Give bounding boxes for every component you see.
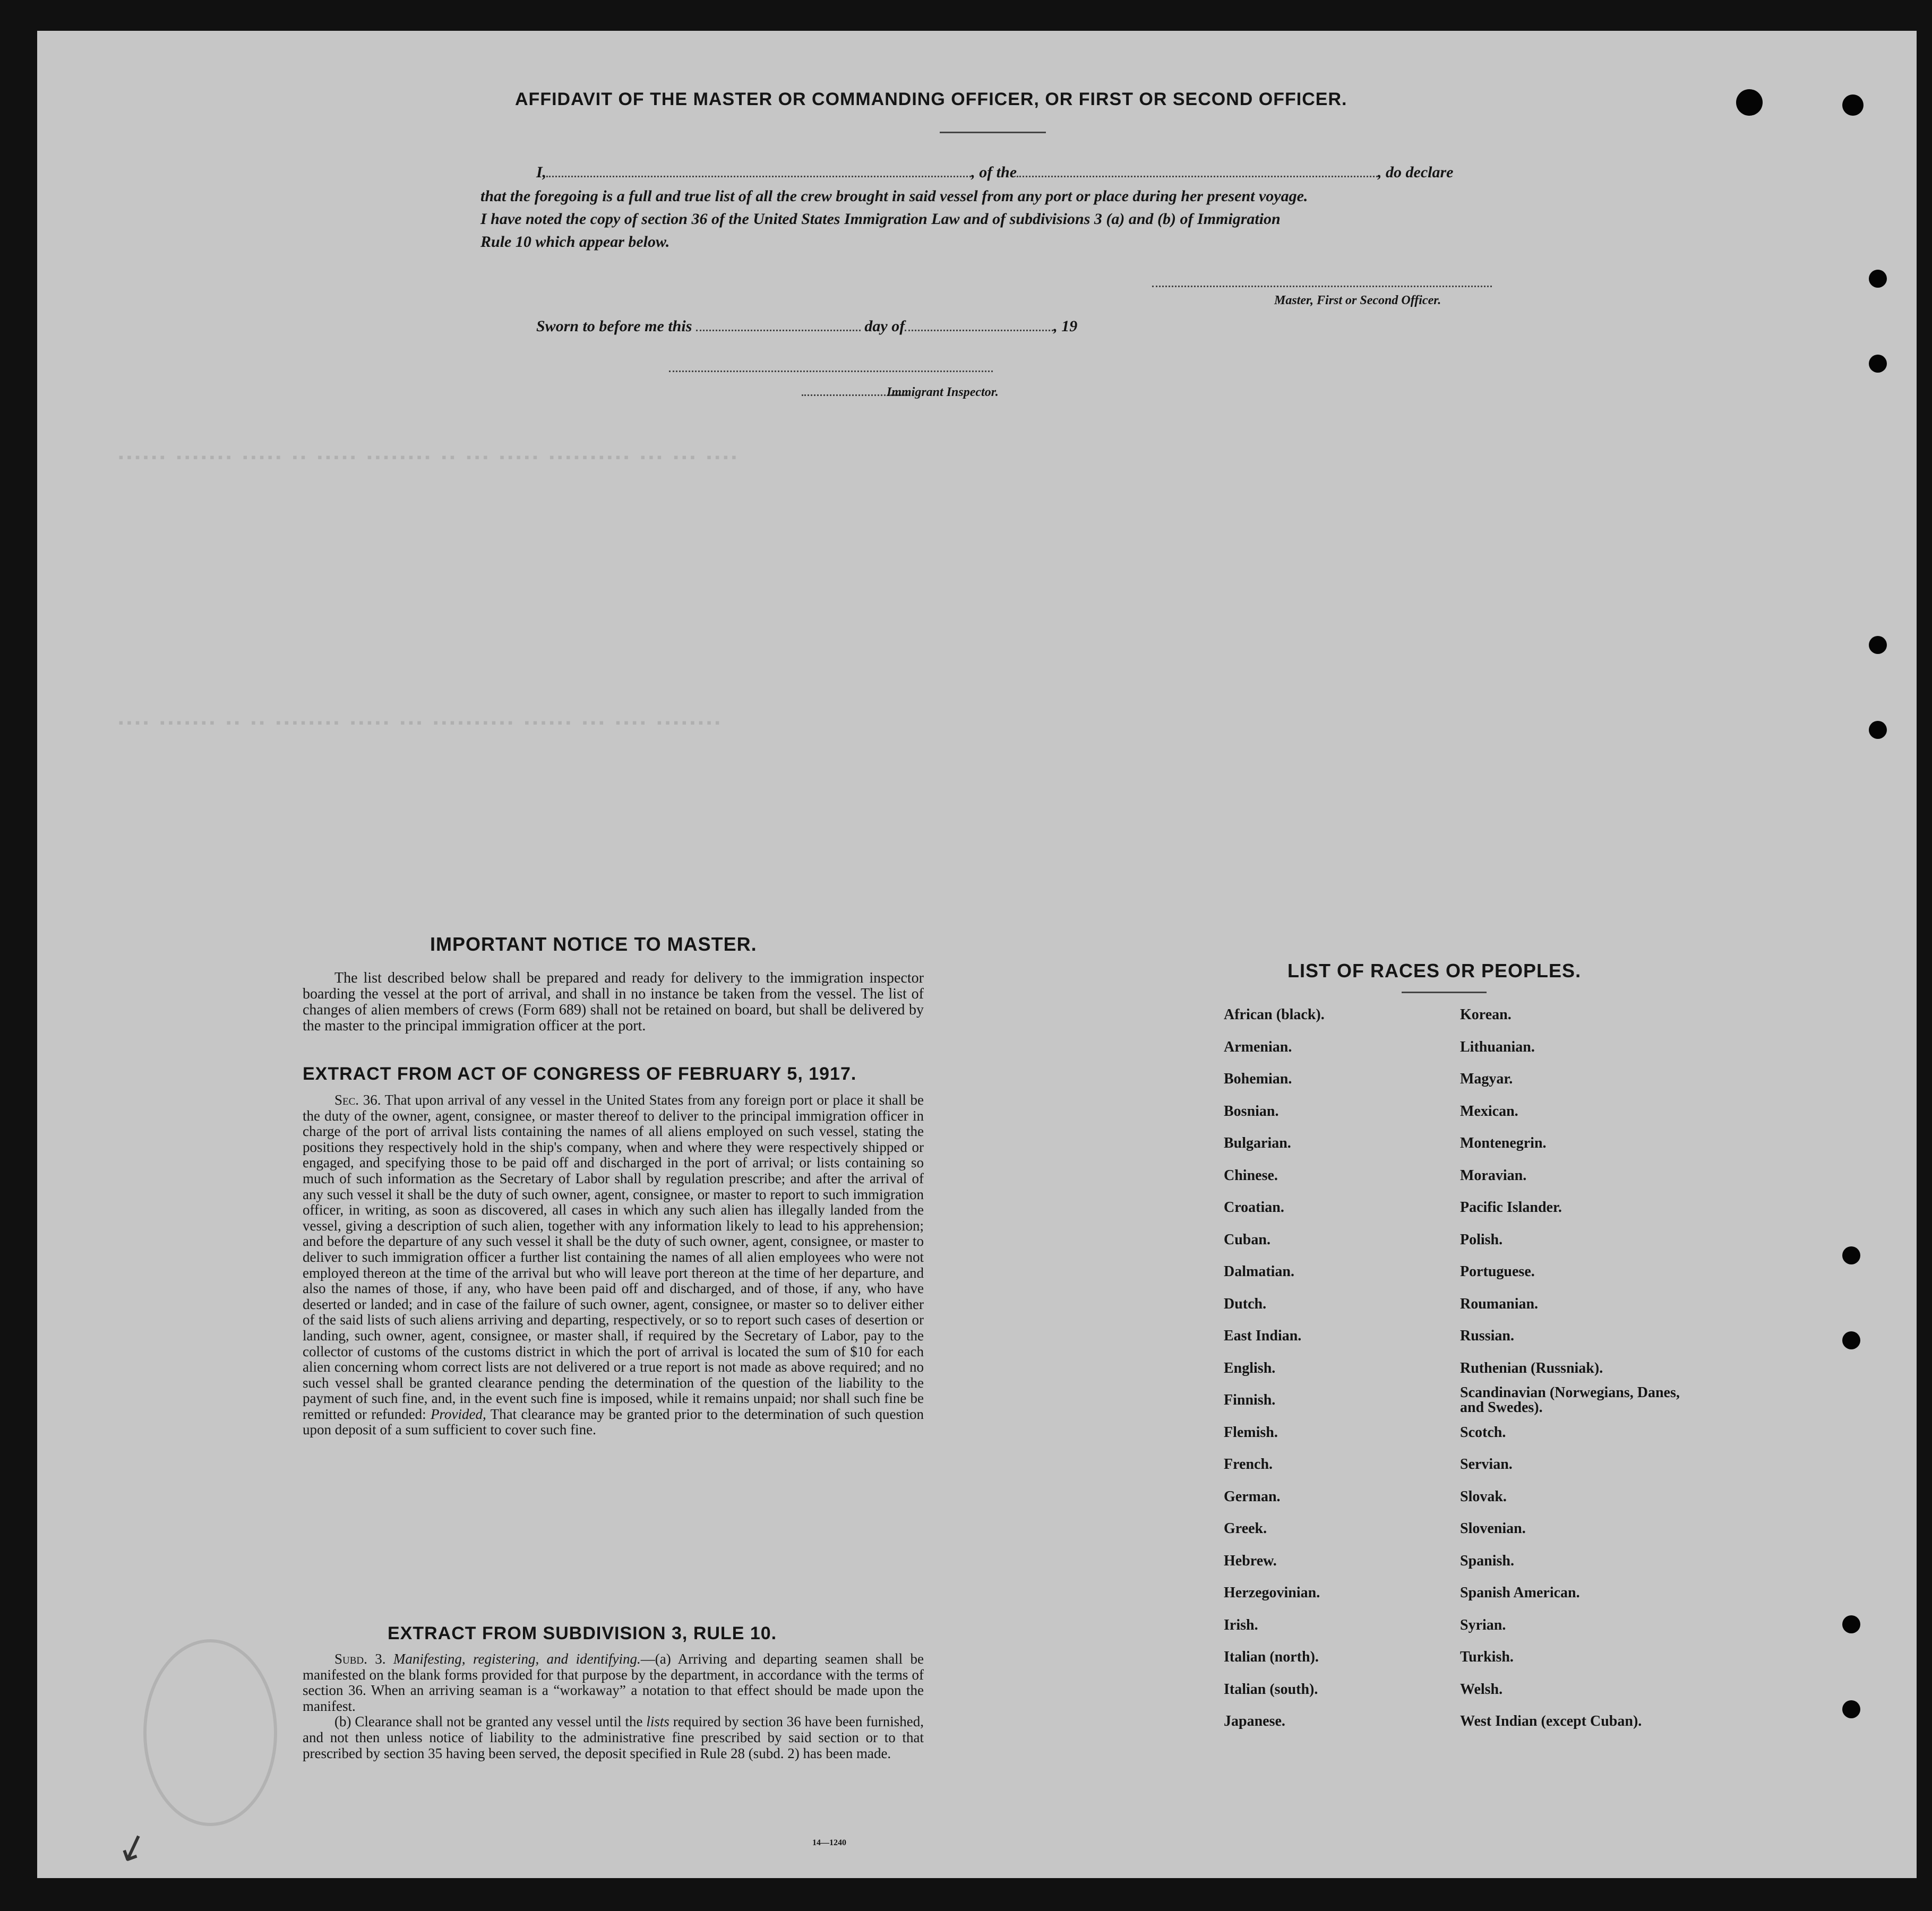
bleed-through-text: ▪▪▪▪ ▪▪▪▪▪▪▪ ▪▪ ▪▪ ▪▪▪▪▪▪▪▪ ▪▪▪▪▪ ▪▪▪ ▪▪▪▪▪▪▪▪▪▪ ▪▪▪▪▪▪ ▪▪▪ ▪▪▪▪ ▪▪▪▪▪▪▪▪ xyxy=(117,716,722,731)
race-item: Bulgarian. xyxy=(1224,1135,1291,1151)
race-item: Bosnian. xyxy=(1224,1103,1279,1120)
extract-act-title: EXTRACT FROM ACT OF CONGRESS OF FEBRUARY 5, 1917. xyxy=(303,1064,857,1084)
race-item: Dutch. xyxy=(1224,1295,1267,1312)
affidavit-line-1: I, , of the , do declare xyxy=(536,163,1454,181)
master-signature-label: Master, First or Second Officer. xyxy=(1274,294,1441,307)
sworn-day-field[interactable] xyxy=(696,330,861,331)
race-item: Italian (north). xyxy=(1224,1649,1319,1665)
race-item: Lithuanian. xyxy=(1460,1038,1535,1055)
race-item: African (black). xyxy=(1224,1006,1325,1023)
punch-hole xyxy=(1842,94,1864,116)
race-item: Bohemian. xyxy=(1224,1071,1292,1087)
race-item: Cuban. xyxy=(1224,1231,1270,1248)
sec-label: Sec. 36. xyxy=(334,1092,381,1108)
race-item: Spanish American. xyxy=(1460,1585,1580,1601)
race-item: Italian (south). xyxy=(1224,1681,1318,1698)
punch-hole xyxy=(1869,270,1887,288)
seal-stamp xyxy=(143,1639,277,1826)
race-item: West Indian (except Cuban). xyxy=(1460,1713,1642,1729)
sworn-line: Sworn to before me this day of , 19 xyxy=(536,317,1078,335)
race-item: Finnish. xyxy=(1224,1392,1276,1408)
race-item: Russian. xyxy=(1460,1328,1514,1344)
races-title: LIST OF RACES OR PEOPLES. xyxy=(1287,960,1582,982)
race-item: Irish. xyxy=(1224,1616,1258,1633)
punch-hole xyxy=(1842,1700,1860,1718)
race-item: Moravian. xyxy=(1460,1167,1527,1184)
race-item: Roumanian. xyxy=(1460,1295,1539,1312)
affidavit-title: AFFIDAVIT OF THE MASTER OR COMMANDING OFFICER, OR FIRST OR SECOND OFFICER. xyxy=(515,89,1347,109)
race-item: Croatian. xyxy=(1224,1199,1284,1216)
race-item: Scotch. xyxy=(1460,1424,1506,1441)
race-item: Dalmatian. xyxy=(1224,1263,1294,1280)
races-title-rule xyxy=(1402,992,1487,993)
race-item: East Indian. xyxy=(1224,1328,1302,1344)
punch-hole xyxy=(1842,1331,1860,1349)
name-field[interactable] xyxy=(546,176,971,177)
master-signature-line[interactable] xyxy=(1152,286,1492,287)
inspector-label: Immigrant Inspector. xyxy=(887,385,999,399)
race-item: Slovak. xyxy=(1460,1488,1507,1505)
race-item: Turkish. xyxy=(1460,1649,1514,1665)
race-item: Hebrew. xyxy=(1224,1552,1277,1569)
punch-hole xyxy=(1736,89,1763,116)
race-item: Japanese. xyxy=(1224,1713,1285,1729)
title-rule xyxy=(940,132,1046,133)
punch-hole xyxy=(1842,1246,1860,1264)
vessel-field[interactable] xyxy=(1017,176,1378,177)
sworn-month-field[interactable] xyxy=(905,330,1053,331)
affidavit-line-3: I have noted the copy of section 36 of the United States Immigration Law and of subdivisions 3 (a) and (b) of Immigration xyxy=(480,210,1281,228)
affidavit-line-4: Rule 10 which appear below. xyxy=(480,233,670,251)
race-item: Magyar. xyxy=(1460,1071,1513,1087)
race-item: Korean. xyxy=(1460,1006,1512,1023)
race-item: Armenian. xyxy=(1224,1038,1292,1055)
notice-text: The list described below shall be prepared and ready for delivery to the immigration inspector boarding the vessel at the port of arrival, and shall in no instance be taken from the vessel. The list of changes of alien members of crews (Form 689) shall not be retained on board, but shall be delivered by the master to the principal immigration officer at the port. xyxy=(303,970,924,1034)
race-item: Pacific Islander. xyxy=(1460,1199,1562,1216)
extract-rule-title: EXTRACT FROM SUBDIVISION 3, RULE 10. xyxy=(388,1623,777,1643)
extract-act-text: Sec. 36. That upon arrival of any vessel in the United States from any foreign port or place it shall be the duty of the owner, agent, consignee, or master thereof to deliver to the principal immigration officer in charge of the port of arrival lists containing the names of all aliens employed on such vessel, stating the positions they respectively hold in the ship's company, when and where they were respectively shipped or engaged, and specifying those to be paid off and discharged in the port of arrival; or lists containing so much of such information as the Secretary of Labor shall by regulation prescribe; and after the arrival of any such vessel it shall be the duty of such owner, agent, consignee, or master to report to such immigration officer, in writing, as soon as discovered, all cases in which any such alien has illegally landed from the vessel, giving a description of such alien, together with any information likely to lead to his apprehension; and before the departure of any such vessel it shall be the duty of such owner, agent, consignee, or master to deliver to such immigration officer a further list containing the names of all alien employees who were not employed thereon at the time of the arrival but who will leave port thereon at the time of her departure, and also the names of those, if any, who have been paid off and discharged, and of those, if any, who have deserted or landed; and in case of the failure of such owner, agent, consignee, or master so to deliver either of the said lists of such aliens arriving and departing, respectively, or so to report such cases of desertion or landing, such owner, agent, consignee, or master shall, if required by the Secretary of Labor, pay to the collector of customs of the customs district in which the port of arrival is located the sum of $10 for each alien concerning whom correct lists are not delivered or a true report is not made as above required; and no such vessel shall be granted clearance pending the determination of the question of the liability to the payment of such fine, and, in the event such fine is imposed, while it remains unpaid; nor shall such fine be remitted or refunded: Provided, That clearance may be granted prior to the determination of such question upon deposit of a sum sufficient to cover such fine. xyxy=(303,1092,924,1438)
bleed-through-text: ▪▪▪▪▪▪ ▪▪▪▪▪▪▪ ▪▪▪▪▪ ▪▪ ▪▪▪▪▪ ▪▪▪▪▪▪▪▪ ▪▪ ▪▪▪ ▪▪▪▪▪ ▪▪▪▪▪▪▪▪▪▪ ▪▪▪ ▪▪▪ ▪▪▪▪ xyxy=(117,450,739,466)
extract-rule-text: Subd. 3. Manifesting, registering, and identifying.—(a) Arriving and departing seamen shall be manifested on the blank forms provided for that purpose by the department, in accordance with the terms of section 36. When an arriving seaman is a “workaway” a notation to that effect should be made upon the manifest. (b) Clearance shall not be granted any vessel until the lists required by section 36 have been furnished, and not then unless notice of liability to the administrative fine prescribed by said section or to that prescribed by section 35 having been served, the deposit specified in Rule 28 (subd. 2) has been made. xyxy=(303,1651,924,1761)
race-item: Chinese. xyxy=(1224,1167,1278,1184)
race-item: Slovenian. xyxy=(1460,1520,1526,1537)
document-page xyxy=(37,31,1917,1878)
punch-hole xyxy=(1869,721,1887,739)
race-item: Polish. xyxy=(1460,1231,1503,1248)
race-item: Greek. xyxy=(1224,1520,1267,1537)
race-item: Servian. xyxy=(1460,1456,1513,1473)
form-number: 14—1240 xyxy=(812,1838,846,1847)
race-item: Scandinavian (Norwegians, Danes, and Swedes). xyxy=(1460,1384,1680,1416)
race-item: Welsh. xyxy=(1460,1681,1503,1698)
race-item: English. xyxy=(1224,1359,1276,1376)
handwritten-mark: ↙ xyxy=(110,1821,154,1873)
race-item: French. xyxy=(1224,1456,1273,1473)
race-item: Herzegovinian. xyxy=(1224,1585,1320,1601)
punch-hole xyxy=(1869,636,1887,654)
notice-title: IMPORTANT NOTICE TO MASTER. xyxy=(430,933,757,955)
race-item: Syrian. xyxy=(1460,1616,1506,1633)
race-item: Ruthenian (Russniak). xyxy=(1460,1359,1603,1376)
punch-hole xyxy=(1842,1615,1860,1633)
affidavit-line-2: that the foregoing is a full and true list of all the crew brought in said vessel from any port or place during her present voyage. xyxy=(480,187,1308,205)
race-item: Mexican. xyxy=(1460,1103,1518,1120)
race-item: Montenegrin. xyxy=(1460,1135,1547,1151)
inspector-signature-line[interactable] xyxy=(669,371,993,372)
race-item: German. xyxy=(1224,1488,1281,1505)
race-item: Portuguese. xyxy=(1460,1263,1535,1280)
punch-hole xyxy=(1869,355,1887,373)
race-item: Spanish. xyxy=(1460,1552,1514,1569)
race-item: Flemish. xyxy=(1224,1424,1278,1441)
